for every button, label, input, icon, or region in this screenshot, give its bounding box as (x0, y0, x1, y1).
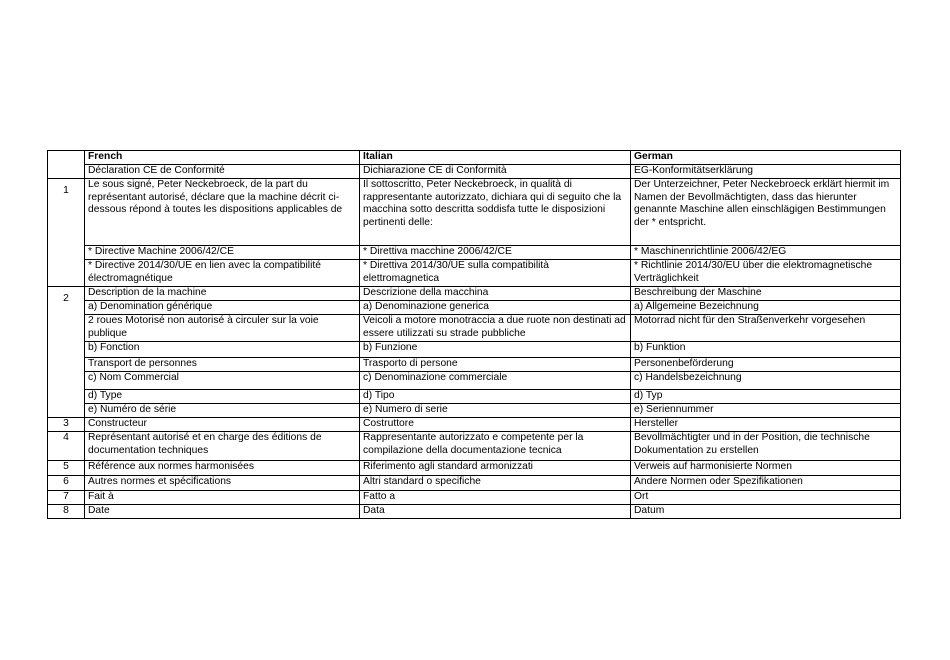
row-number: 3 (48, 418, 85, 432)
cell-french: Description de la machine (85, 287, 360, 301)
cell-french: Fait à (85, 491, 360, 505)
cell-german: Ort (631, 491, 901, 505)
table-row (48, 390, 901, 404)
row-number: 2 (48, 287, 85, 418)
row-number: 4 (48, 432, 85, 461)
header-italian: Italian (360, 151, 631, 165)
cell-french: * Directive 2014/30/UE en lien avec la compatibilité électromagnétique (85, 260, 360, 287)
cell-italian: Trasporto di persone (360, 358, 631, 372)
table-row (48, 432, 901, 461)
row-number (48, 151, 85, 179)
table-row (48, 358, 901, 372)
cell-italian: Il sottoscritto, Peter Neckebroeck, in qualità di rappresentante autorizzato, dichiara qui di seguito che la macchina sotto descritta soddisfa tutte le disposizioni pertinenti delle: (360, 179, 631, 246)
cell-german: d) Typ (631, 390, 901, 404)
cell-italian: Costruttore (360, 418, 631, 432)
cell-german: EG-Konformitätserklärung (631, 165, 901, 179)
cell-italian: b) Funzione (360, 342, 631, 358)
cell-german: Verweis auf harmonisierte Normen (631, 461, 901, 476)
cell-italian: * Direttiva 2014/30/UE sulla compatibilità elettromagnetica (360, 260, 631, 287)
cell-italian: Rappresentante autorizzato e competente per la compilazione della documentazione tecnica (360, 432, 631, 461)
cell-french: 2 roues Motorisé non autorisé à circuler sur la voie publique (85, 315, 360, 342)
cell-french: b) Fonction (85, 342, 360, 358)
cell-italian: Data (360, 505, 631, 519)
cell-german: c) Handelsbezeichnung (631, 372, 901, 390)
cell-italian: * Direttiva macchine 2006/42/CE (360, 246, 631, 260)
cell-italian: Altri standard o specifiche (360, 476, 631, 491)
cell-german: Personenbeförderung (631, 358, 901, 372)
row-number: 6 (48, 476, 85, 491)
cell-german: Datum (631, 505, 901, 519)
header-row (48, 151, 901, 165)
table-row (48, 260, 901, 287)
row-number: 1 (48, 179, 85, 287)
cell-german: a) Allgemeine Bezeichnung (631, 301, 901, 315)
cell-italian: Fatto a (360, 491, 631, 505)
cell-german: * Maschinenrichtlinie 2006/42/EG (631, 246, 901, 260)
cell-french: c) Nom Commercial (85, 372, 360, 390)
table-row (48, 461, 901, 476)
table-row (48, 165, 901, 179)
header-french: French (85, 151, 360, 165)
table-row (48, 418, 901, 432)
table-row (48, 179, 901, 246)
row-number: 7 (48, 491, 85, 505)
cell-french: Constructeur (85, 418, 360, 432)
cell-italian: Descrizione della macchina (360, 287, 631, 301)
cell-french: d) Type (85, 390, 360, 404)
cell-german: e) Seriennummer (631, 404, 901, 418)
cell-italian: Dichiarazione CE di Conformità (360, 165, 631, 179)
cell-german: Bevollmächtigter und in der Position, die technische Dokumentation zu erstellen (631, 432, 901, 461)
cell-german: * Richtlinie 2014/30/EU über die elektromagnetische Verträglichkeit (631, 260, 901, 287)
cell-italian: a) Denominazione generica (360, 301, 631, 315)
cell-french: Référence aux normes harmonisées (85, 461, 360, 476)
cell-german: Beschreibung der Maschine (631, 287, 901, 301)
cell-french: e) Numéro de série (85, 404, 360, 418)
cell-german: Der Unterzeichner, Peter Neckebroeck erklärt hiermit im Namen der Bevollmächtigten, dass das hierunter genannte Maschine allen einschlägigen Bestimmungen der * entspricht. (631, 179, 901, 246)
table-row (48, 342, 901, 358)
cell-german: b) Funktion (631, 342, 901, 358)
table-row (48, 404, 901, 418)
cell-german: Motorrad nicht für den Straßenverkehr vorgesehen (631, 315, 901, 342)
cell-french: Le sous signé, Peter Neckebroeck, de la part du représentant autorisé, déclare que la machine décrit ci-dessous répond à toutes les dispositions applicables de (85, 179, 360, 246)
cell-italian: Riferimento agli standard armonizzati (360, 461, 631, 476)
cell-french: Transport de personnes (85, 358, 360, 372)
row-number: 8 (48, 505, 85, 519)
conformity-declaration-table (47, 150, 901, 519)
cell-italian: d) Tipo (360, 390, 631, 404)
table-row (48, 372, 901, 390)
table-row (48, 287, 901, 301)
table-row (48, 505, 901, 519)
table-row (48, 476, 901, 491)
cell-italian: c) Denominazione commerciale (360, 372, 631, 390)
cell-french: a) Denomination générique (85, 301, 360, 315)
cell-french: Date (85, 505, 360, 519)
table-row (48, 491, 901, 505)
row-number: 5 (48, 461, 85, 476)
cell-german: Andere Normen oder Spezifikationen (631, 476, 901, 491)
cell-french: Autres normes et spécifications (85, 476, 360, 491)
table-row (48, 246, 901, 260)
cell-french: Représentant autorisé et en charge des éditions de documentation techniques (85, 432, 360, 461)
header-german: German (631, 151, 901, 165)
cell-italian: Veicoli a motore monotraccia a due ruote non destinati ad essere utilizzati su strade pubbliche (360, 315, 631, 342)
cell-italian: e) Numero di serie (360, 404, 631, 418)
cell-french: Déclaration CE de Conformité (85, 165, 360, 179)
cell-french: * Directive Machine 2006/42/CE (85, 246, 360, 260)
cell-german: Hersteller (631, 418, 901, 432)
table-row (48, 315, 901, 342)
table-row (48, 301, 901, 315)
